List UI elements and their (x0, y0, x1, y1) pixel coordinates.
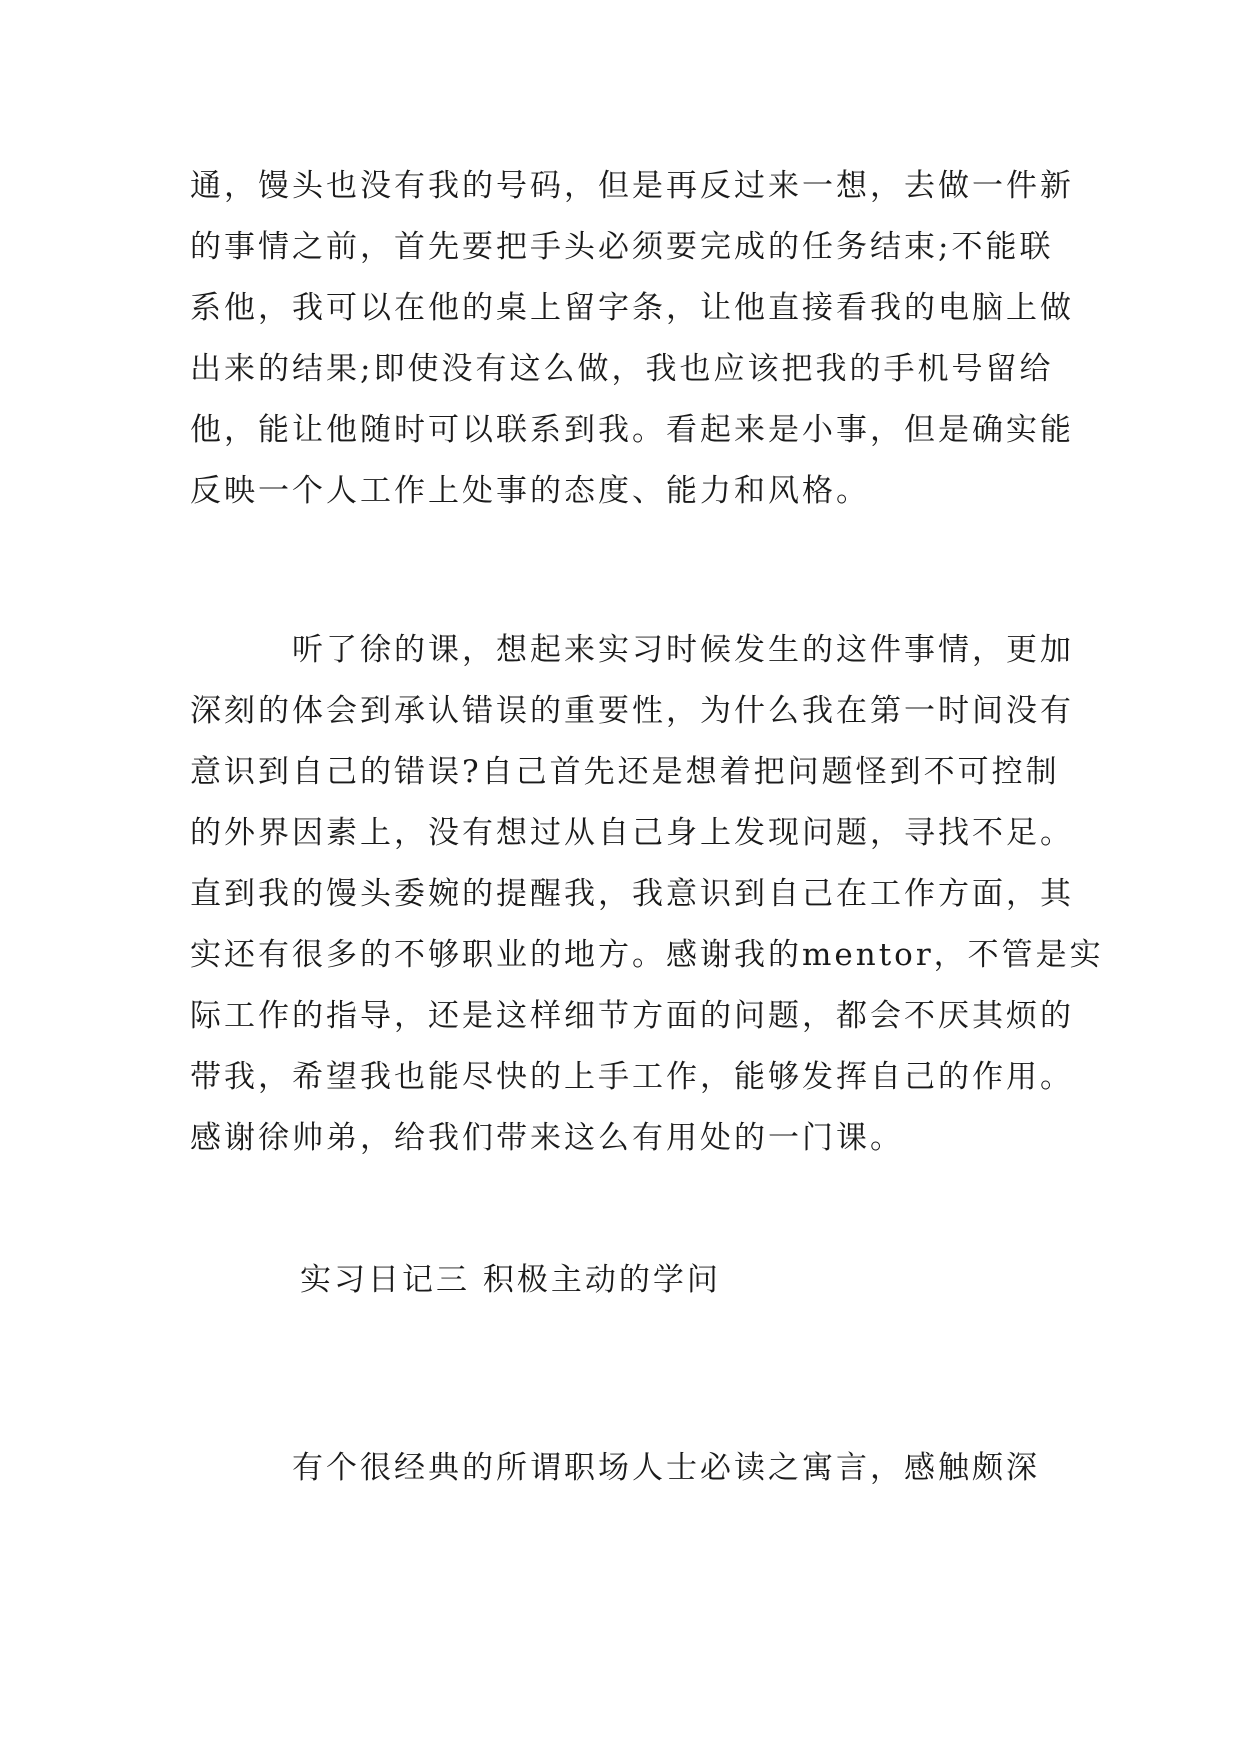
section-heading (300, 1250, 1170, 1311)
text-line: 带我，希望我也能尽快的上手工作，能够发挥自己的作用。 (190, 1059, 1074, 1095)
paragraph-reflection (190, 620, 1104, 1169)
paragraph-continuation (190, 156, 1074, 522)
text-line: 出来的结果;即使没有这么做，我也应该把我的手机号留给 (190, 351, 1054, 387)
text-line: 他，能让他随时可以联系到我。看起来是小事，但是确实能 (190, 412, 1074, 448)
text-line: 系他，我可以在他的桌上留字条，让他直接看我的电脑上做 (190, 290, 1074, 326)
text-line: 的外界因素上，没有想过从自己身上发现问题，寻找不足。 (190, 815, 1074, 851)
text-line: 意识到自己的错误?自己首先还是想着把问题怪到不可控制 (190, 754, 1060, 790)
text-line: 有个很经典的所谓职场人士必读之寓言，感触颇深 (190, 1450, 1040, 1486)
text-line: 的事情之前，首先要把手头必须要完成的任务结束;不能联 (190, 229, 1054, 265)
text-line: 通，馒头也没有我的号码，但是再反过来一想，去做一件新 (190, 168, 1074, 204)
text-line: 直到我的馒头委婉的提醒我，我意识到自己在工作方面，其 (190, 876, 1074, 912)
text-line: 实还有很多的不够职业的地方。感谢我的mentor，不管是实 (190, 937, 1104, 973)
text-line: 反映一个人工作上处事的态度、能力和风格。 (190, 473, 870, 509)
text-line: 深刻的体会到承认错误的重要性，为什么我在第一时间没有 (190, 693, 1074, 729)
paragraph-intro (190, 1438, 1060, 1499)
text-line: 听了徐的课，想起来实习时候发生的这件事情，更加 (190, 632, 1074, 668)
heading-text: 实习日记三 积极主动的学问 (300, 1262, 721, 1298)
text-line: 感谢徐帅弟，给我们带来这么有用处的一门课。 (190, 1120, 904, 1156)
text-line: 际工作的指导，还是这样细节方面的问题，都会不厌其烦的 (190, 998, 1074, 1034)
